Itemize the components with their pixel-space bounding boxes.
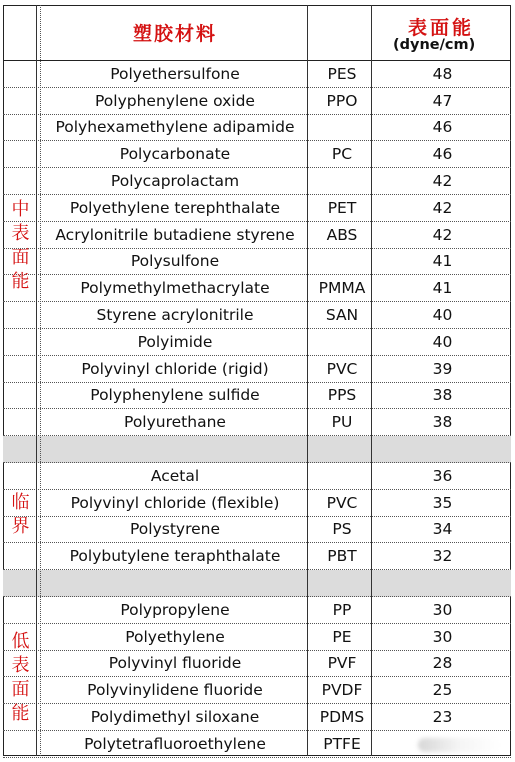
material-name: Polypropylene <box>120 600 230 619</box>
material-name: Polyvinyl chloride (rigid) <box>81 359 269 378</box>
group-label-low: 低 表 面 能 <box>11 631 30 724</box>
material-abbreviation: PVC <box>326 493 358 512</box>
material-name: Polystyrene <box>129 520 220 539</box>
surface-energy-value: 41 <box>432 279 453 298</box>
material-abbreviation <box>310 463 374 489</box>
material-name: Polydimethyl siloxane <box>90 708 260 727</box>
surface-energy-value: 40 <box>432 332 453 351</box>
material-name: Polybutylene teraphthalate <box>69 547 281 566</box>
table-row <box>3 356 511 383</box>
material-abbreviation: PPO <box>326 91 358 110</box>
material-abbreviation <box>310 249 374 275</box>
material-name: Polyethersulfone <box>110 64 240 83</box>
material-abbreviation: PVC <box>326 359 358 378</box>
material-abbreviation: PMMA <box>318 279 366 298</box>
table-row <box>3 249 511 276</box>
material-abbreviation: PDMS <box>319 708 365 727</box>
material-abbreviation: PVDF <box>321 681 363 700</box>
material-abbreviation: ABS <box>326 225 358 244</box>
material-abbreviation: PS <box>332 520 352 539</box>
table-row <box>3 409 511 436</box>
surface-energy-value: 32 <box>432 547 453 566</box>
surface-energy-value: 30 <box>432 627 453 646</box>
table-row <box>3 517 511 544</box>
table-row <box>3 61 511 88</box>
material-name: Polyphenylene oxide <box>95 91 255 110</box>
material-abbreviation: PES <box>327 64 357 83</box>
table-row <box>3 463 511 490</box>
name-column-divider <box>40 5 41 756</box>
surface-energy-value: 47 <box>432 91 453 110</box>
surface-energy-value: 38 <box>432 413 453 432</box>
surface-energy-value: 35 <box>432 493 453 512</box>
material-abbreviation: PC <box>331 145 353 164</box>
surface-energy-value: 28 <box>432 654 453 673</box>
material-name: Polytetrafluoroethylene <box>84 734 266 753</box>
material-abbreviation <box>310 329 374 355</box>
surface-energy-value: 23 <box>432 708 453 727</box>
surface-energy-value: 46 <box>432 145 453 164</box>
group-separator <box>3 436 511 463</box>
surface-energy-value: 42 <box>432 172 453 191</box>
table-row <box>3 651 511 678</box>
material-name: Polyurethane <box>124 413 226 432</box>
table-row <box>3 543 511 570</box>
group-label-medium: 中 表 面 能 <box>11 199 30 292</box>
material-name: Polyimide <box>137 332 213 351</box>
material-name: Polyphenylene sulfide <box>90 386 260 405</box>
material-abbreviation: PET <box>327 198 357 217</box>
energy-unit-label: (dyne/cm) <box>393 37 476 53</box>
table-header <box>3 5 511 61</box>
material-abbreviation <box>310 115 374 141</box>
surface-energy-value: 42 <box>432 225 453 244</box>
surface-energy-value: 38 <box>432 386 453 405</box>
table-row <box>3 490 511 517</box>
value-column-divider <box>371 5 372 756</box>
surface-energy-value: 30 <box>432 600 453 619</box>
group-label-critical: 临 界 <box>11 492 30 537</box>
material-abbreviation <box>310 168 374 194</box>
material-name: Polysulfone <box>130 252 220 271</box>
table-row <box>3 275 511 302</box>
material-name: Polyvinylidene fluoride <box>87 681 263 700</box>
material-abbreviation: PPS <box>327 386 357 405</box>
table-row <box>3 168 511 195</box>
material-name: Polycarbonate <box>119 145 231 164</box>
table-row <box>3 677 511 704</box>
table-row <box>3 195 511 222</box>
material-abbreviation: PBT <box>327 547 357 566</box>
surface-energy-value: 40 <box>432 306 453 325</box>
material-name: Polymethylmethacrylate <box>80 279 270 298</box>
table-row <box>3 704 511 731</box>
material-name: Polyhexamethylene adipamide <box>55 118 295 137</box>
table-row <box>3 383 511 410</box>
surface-energy-value: 46 <box>432 118 453 137</box>
surface-energy-value: 42 <box>432 198 453 217</box>
table-row <box>3 597 511 624</box>
blurred-watermark <box>418 738 500 752</box>
surface-energy-value: 48 <box>432 64 453 83</box>
material-name: Styrene acrylonitrile <box>96 306 254 325</box>
material-abbreviation: PTFE <box>323 734 361 753</box>
material-abbreviation: SAN <box>325 306 359 325</box>
table-row <box>3 141 511 168</box>
table-row <box>3 329 511 356</box>
abbr-column-divider <box>307 5 308 756</box>
table-row <box>3 222 511 249</box>
material-abbreviation: PU <box>331 413 353 432</box>
table-row <box>3 88 511 115</box>
surface-energy-value: 41 <box>432 252 453 271</box>
table-row <box>3 115 511 142</box>
material-abbreviation: PP <box>332 600 352 619</box>
surface-energy-value: 39 <box>432 359 453 378</box>
material-name: Acetal <box>150 466 200 485</box>
material-name: Polycaprolactam <box>110 172 240 191</box>
energy-column-header: 表面能 <box>408 17 475 39</box>
material-name: Polyvinyl fluoride <box>108 654 242 673</box>
table-row <box>3 302 511 329</box>
material-column-header: 塑胶材料 <box>133 23 218 45</box>
material-abbreviation: PE <box>332 627 352 646</box>
material-name: Acrylonitrile butadiene styrene <box>55 225 295 244</box>
table-row <box>3 624 511 651</box>
surface-energy-value: 25 <box>432 681 453 700</box>
surface-energy-value: 34 <box>432 520 453 539</box>
material-name: Polyethylene terephthalate <box>69 198 281 217</box>
material-name: Polyethylene <box>125 627 225 646</box>
material-abbreviation: PVF <box>327 654 357 673</box>
surface-energy-value: 36 <box>432 466 453 485</box>
material-name: Polyvinyl chloride (flexible) <box>70 493 280 512</box>
group-separator <box>3 570 511 597</box>
